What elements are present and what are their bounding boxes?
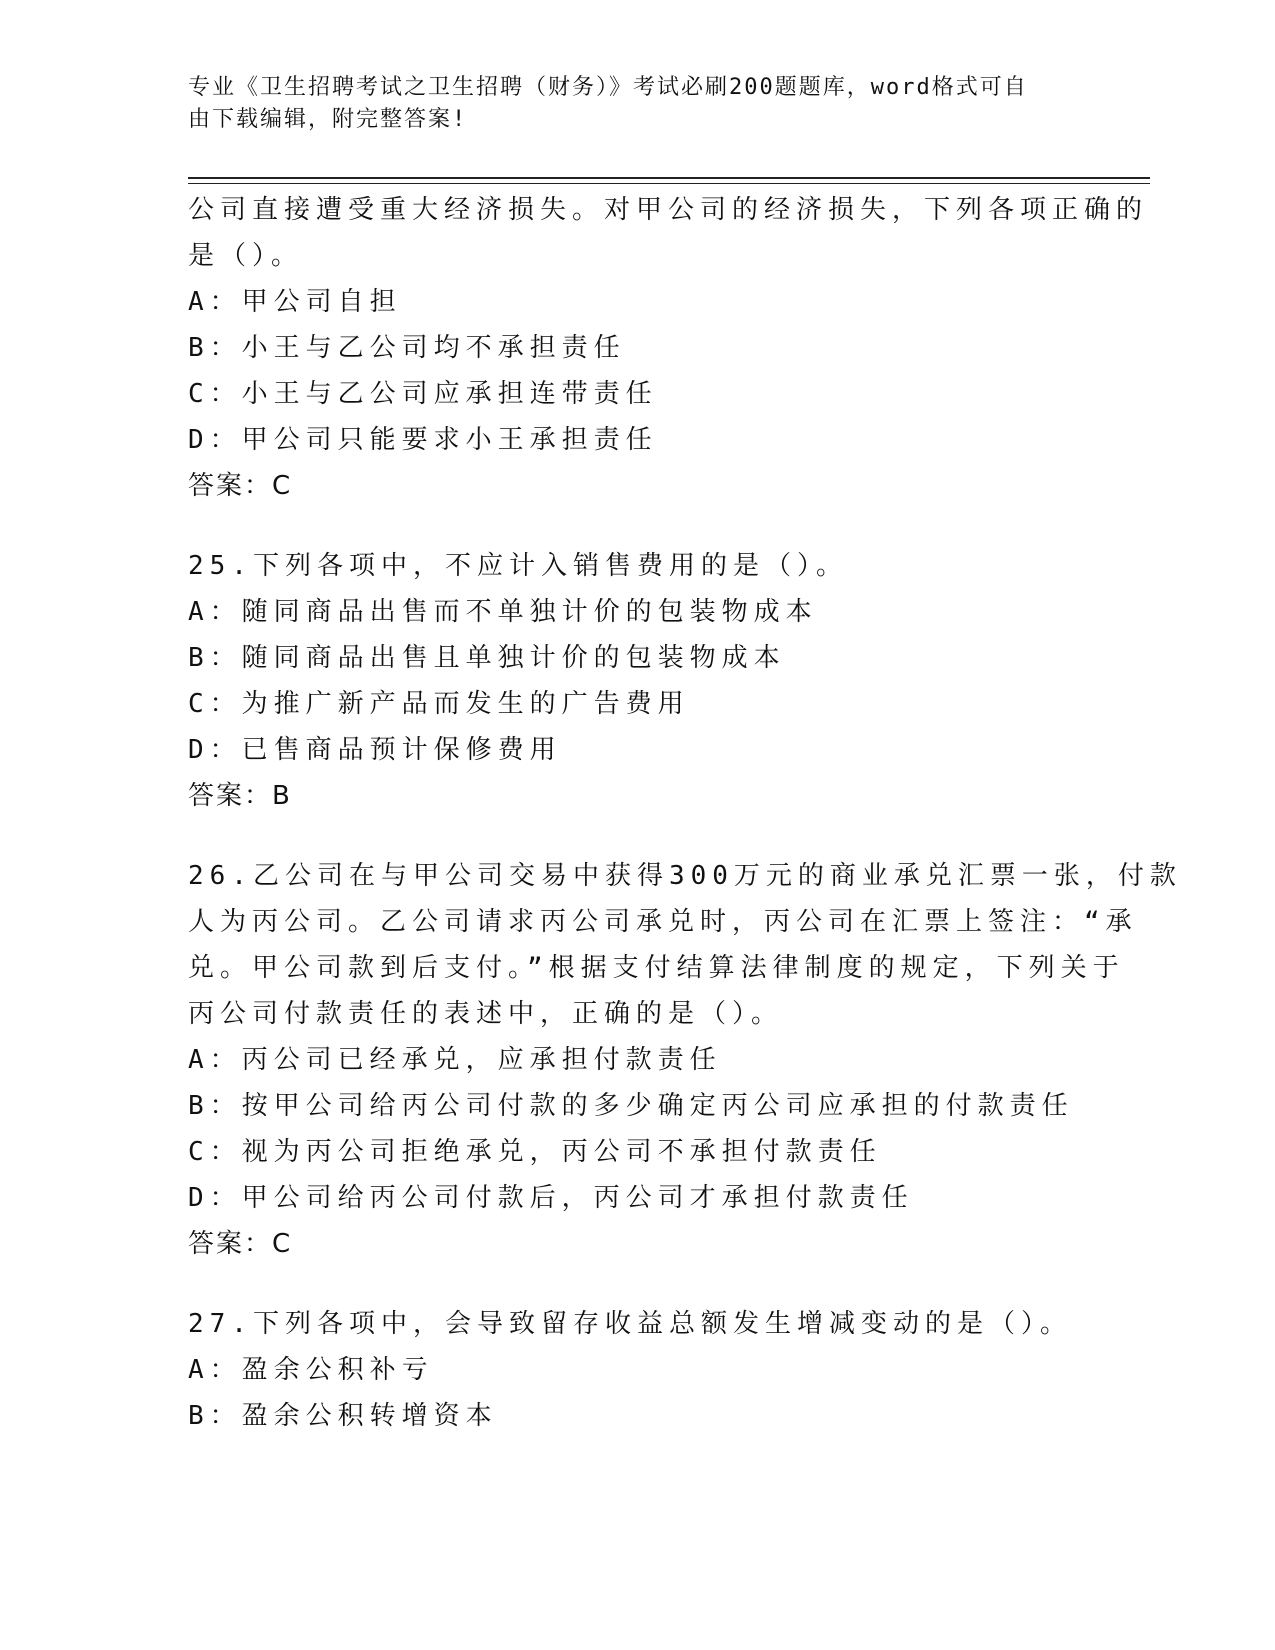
question-25	[188, 543, 1088, 819]
option-b: B：随同商品出售且单独计价的包装物成本	[188, 643, 786, 673]
option-b: B：盈余公积转增资本	[188, 1401, 498, 1431]
header-divider-thin	[188, 183, 1150, 184]
header-divider-thick	[188, 177, 1150, 179]
option-a: A：随同商品出售而不单独计价的包装物成本	[188, 597, 818, 627]
option-b: B：小王与乙公司均不承担责任	[188, 333, 626, 363]
question-stem-line: 兑。甲公司款到后支付。”根据支付结算法律制度的规定，下列关于	[188, 953, 1125, 983]
option-a: A：甲公司自担	[188, 287, 402, 317]
option-b: B：按甲公司给丙公司付款的多少确定丙公司应承担的付款责任	[188, 1091, 1074, 1121]
header-line-1: 专业《卫生招聘考试之卫生招聘（财务）》考试必刷200题题库，word格式可自	[188, 75, 1028, 100]
option-c: C：为推广新产品而发生的广告费用	[188, 689, 690, 719]
answer-line: 答案：C	[188, 471, 293, 501]
question-stem-line: 人为丙公司。乙公司请求丙公司承兑时，丙公司在汇票上签注：“承	[188, 907, 1138, 937]
question-stem-line: 25.下列各项中，不应计入销售费用的是（）。	[188, 551, 848, 581]
option-d: D：甲公司给丙公司付款后，丙公司才承担付款责任	[188, 1183, 914, 1213]
question-26	[188, 853, 1182, 1267]
option-d: D：已售商品预计保修费用	[188, 735, 562, 765]
option-a: A：盈余公积补亏	[188, 1355, 434, 1385]
header-line-2: 由下载编辑，附完整答案!	[188, 107, 468, 132]
option-c: C：视为丙公司拒绝承兑，丙公司不承担付款责任	[188, 1137, 882, 1167]
question-stem-line: 26.乙公司在与甲公司交易中获得300万元的商业承兑汇票一张，付款	[188, 861, 1182, 891]
option-c: C：小王与乙公司应承担连带责任	[188, 379, 658, 409]
spacer	[188, 819, 1088, 853]
spacer	[188, 1267, 1088, 1301]
answer-line: 答案：B	[188, 781, 292, 811]
document-body	[188, 187, 1182, 1439]
answer-line: 答案：C	[188, 1229, 293, 1259]
question-stem-line: 公司直接遭受重大经济损失。对甲公司的经济损失，下列各项正确的	[188, 195, 1149, 225]
spacer	[188, 509, 1088, 543]
option-d: D：甲公司只能要求小王承担责任	[188, 425, 658, 455]
question-continued	[188, 187, 1149, 509]
document-header	[188, 72, 1068, 136]
question-27	[188, 1301, 1088, 1439]
option-a: A：丙公司已经承兑，应承担付款责任	[188, 1045, 722, 1075]
question-stem-line: 是（）。	[188, 241, 304, 271]
question-stem-line: 丙公司付款责任的表述中，正确的是（）。	[188, 999, 784, 1029]
question-stem-line: 27.下列各项中，会导致留存收益总额发生增减变动的是（）。	[188, 1309, 1072, 1339]
